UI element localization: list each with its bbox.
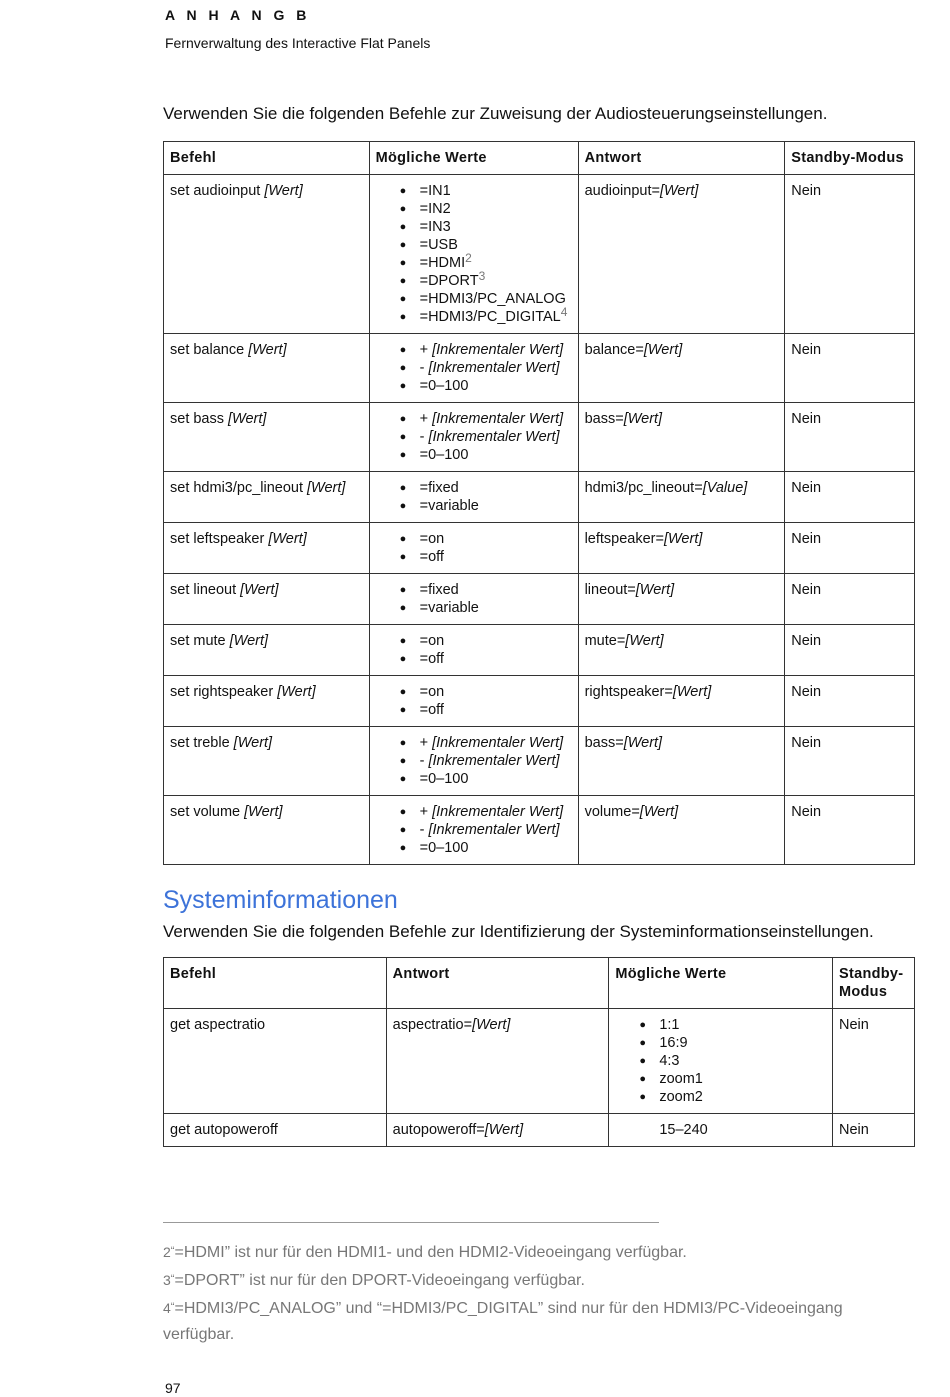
value-text: [Inkrementaler Wert] — [432, 342, 564, 358]
footnote-ref: 4 — [560, 305, 568, 319]
value-text: =on — [419, 531, 445, 547]
values-list — [376, 182, 572, 326]
response-arg: [Wert] — [472, 1017, 511, 1033]
command-text: set audioinput — [170, 183, 265, 199]
response-text: bass= — [584, 411, 624, 427]
values-cell — [609, 1009, 833, 1114]
value-text: =HDMI3/PC_ANALOG — [419, 291, 566, 307]
footnote: 2“=HDMI” ist nur für den HDMI1- und den HDMI2-Videoeingang verfügbar. — [163, 1244, 687, 1261]
value-text: [Inkrementaler Wert] — [428, 360, 560, 376]
list-item: ● + [Inkrementaler Wert] — [400, 410, 572, 428]
list-item — [400, 683, 572, 701]
standby-cell: Nein — [832, 1114, 914, 1147]
list-item — [400, 770, 572, 788]
list-item — [400, 236, 572, 254]
list-item — [400, 269, 572, 290]
command-cell — [164, 523, 370, 574]
column-header: Antwort — [386, 958, 609, 1009]
command-cell — [164, 472, 370, 523]
value-text: =IN3 — [419, 219, 451, 235]
value-text: =DPORT — [419, 273, 479, 289]
command-cell — [164, 175, 370, 334]
list-item — [400, 479, 572, 497]
table-row — [164, 523, 915, 574]
value-text: =variable — [419, 600, 479, 616]
response-cell — [578, 523, 785, 574]
values-cell — [369, 625, 578, 676]
response-text: bass= — [584, 735, 624, 751]
response-arg: [Wert] — [663, 531, 703, 547]
value-text: =USB — [419, 237, 458, 253]
column-header: Mögliche Werte — [369, 142, 578, 175]
command-arg: [Wert] — [307, 480, 346, 496]
response-text: hdmi3/pc_lineout= — [584, 480, 703, 496]
values-list — [376, 530, 572, 566]
value-text: =HDMI3/PC_DIGITAL — [419, 309, 561, 325]
response-cell — [578, 334, 785, 403]
footnote-ref: 2 — [465, 251, 472, 265]
command-text: set bass — [170, 411, 229, 427]
column-header: Standby-Modus — [785, 142, 915, 175]
list-item — [400, 290, 572, 308]
value-text: =on — [419, 684, 445, 700]
command-arg: [Wert] — [264, 183, 303, 199]
response-text: volume= — [584, 804, 640, 820]
column-header: Befehl — [164, 142, 370, 175]
values-cell — [369, 676, 578, 727]
command-cell — [164, 625, 370, 676]
value-text: [Inkrementaler Wert] — [432, 411, 564, 427]
value-text: =IN1 — [419, 183, 451, 199]
values-list — [376, 479, 572, 515]
response-cell — [578, 676, 785, 727]
list-item: ● 4:3 — [639, 1052, 826, 1070]
standby-cell: Nein — [785, 472, 915, 523]
section-heading: Systeminformationen — [163, 886, 398, 914]
response-cell — [578, 175, 785, 334]
value-text: [Inkrementaler Wert] — [428, 429, 560, 445]
value-text: =0–100 — [419, 378, 469, 394]
standby-cell: Nein — [785, 727, 915, 796]
values-list — [376, 734, 572, 788]
table-row — [164, 727, 915, 796]
list-item: ● - [Inkrementaler Wert] — [400, 821, 572, 839]
list-item — [400, 650, 572, 668]
command-arg: [Wert] — [229, 633, 269, 649]
response-text: aspectratio= — [392, 1017, 473, 1033]
command-cell — [164, 574, 370, 625]
standby-cell: Nein — [785, 676, 915, 727]
response-cell — [578, 727, 785, 796]
command-cell — [164, 796, 370, 865]
response-cell — [386, 1009, 609, 1114]
list-item — [400, 701, 572, 719]
standby-cell: Nein — [785, 574, 915, 625]
footnote: 3“=DPORT” ist nur für den DPORT-Videoeingang verfügbar. — [163, 1272, 585, 1289]
standby-cell: Nein — [785, 175, 915, 334]
list-item — [400, 581, 572, 599]
table-row — [164, 403, 915, 472]
column-header: Antwort — [578, 142, 785, 175]
list-item: ● - [Inkrementaler Wert] — [400, 752, 572, 770]
response-arg: [Wert] — [484, 1122, 524, 1138]
value-text: =off — [419, 549, 444, 565]
response-arg: [Value] — [702, 480, 748, 496]
response-arg: [Wert] — [643, 342, 683, 358]
audio-intro: Verwenden Sie die folgenden Befehle zur Zuweisung der Audiosteuerungseinstellungen. — [163, 104, 828, 123]
command-text: set rightspeaker — [170, 684, 278, 700]
response-text: mute= — [584, 633, 626, 649]
values-cell — [369, 334, 578, 403]
value-text: =HDMI — [419, 255, 466, 271]
values-cell — [369, 472, 578, 523]
list-item — [400, 548, 572, 566]
response-cell — [578, 796, 785, 865]
response-text: lineout= — [584, 582, 636, 598]
response-cell — [578, 574, 785, 625]
list-item: ● + [Inkrementaler Wert] — [400, 734, 572, 752]
list-item — [400, 377, 572, 395]
value-text: [Inkrementaler Wert] — [432, 804, 564, 820]
values-cell — [369, 796, 578, 865]
values-list — [376, 683, 572, 719]
value-text: =fixed — [419, 480, 459, 496]
response-arg: [Wert] — [672, 684, 712, 700]
chapter-label: A N H A N G B — [165, 7, 311, 23]
response-text: balance= — [584, 342, 644, 358]
value-text: =0–100 — [419, 771, 469, 787]
command-text: set hdmi3/pc_lineout — [170, 480, 308, 496]
list-item: ● 16:9 — [639, 1034, 826, 1052]
table-header-row — [164, 958, 915, 1009]
response-arg: [Wert] — [625, 633, 664, 649]
table-row — [164, 1009, 915, 1114]
command-text: set balance — [170, 342, 249, 358]
command-arg: [Wert] — [240, 582, 279, 598]
command-arg: [Wert] — [268, 531, 307, 547]
response-arg: [Wert] — [623, 735, 663, 751]
list-item: ● - [Inkrementaler Wert] — [400, 359, 572, 377]
list-item — [400, 200, 572, 218]
value-text: =0–100 — [419, 840, 469, 856]
response-text: rightspeaker= — [584, 684, 673, 700]
footnote-ref: 3 — [478, 269, 486, 283]
response-text: leftspeaker= — [584, 531, 664, 547]
list-item — [400, 839, 572, 857]
standby-cell: Nein — [785, 796, 915, 865]
list-item: ● 1:1 — [639, 1016, 826, 1034]
value-text: [Inkrementaler Wert] — [428, 753, 560, 769]
values-cell — [369, 727, 578, 796]
command-text: set volume — [170, 804, 245, 820]
values-cell — [369, 523, 578, 574]
values-list — [615, 1016, 826, 1106]
value-text: =off — [419, 702, 444, 718]
standby-cell: Nein — [832, 1009, 914, 1114]
command-arg: [Wert] — [248, 342, 287, 358]
command-cell: get autopoweroff — [164, 1114, 387, 1147]
values-list — [376, 803, 572, 857]
table-row — [164, 1114, 915, 1147]
list-item — [400, 305, 572, 326]
response-cell — [578, 403, 785, 472]
values-cell — [369, 574, 578, 625]
command-cell — [164, 727, 370, 796]
command-arg: [Wert] — [244, 804, 283, 820]
value-text: =off — [419, 651, 444, 667]
list-item: ● zoom2 — [639, 1088, 826, 1106]
system-intro: Verwenden Sie die folgenden Befehle zur Identifizierung der Systeminformationseinstellungen. — [163, 922, 874, 941]
command-cell: get aspectratio — [164, 1009, 387, 1114]
response-text: autopoweroff= — [392, 1122, 485, 1138]
list-item — [400, 497, 572, 515]
value-text: =variable — [419, 498, 479, 514]
command-cell — [164, 403, 370, 472]
standby-cell: Nein — [785, 334, 915, 403]
standby-cell: Nein — [785, 523, 915, 574]
command-text: set treble — [170, 735, 234, 751]
values-list — [376, 632, 572, 668]
audio-commands-table — [163, 141, 915, 865]
column-header: Mögliche Werte — [609, 958, 833, 1009]
list-item — [400, 218, 572, 236]
list-item — [400, 599, 572, 617]
response-arg: [Wert] — [635, 582, 675, 598]
values-list — [376, 410, 572, 464]
values-cell — [369, 175, 578, 334]
command-cell — [164, 334, 370, 403]
footnote: 4“=HDMI3/PC_ANALOG” und “=HDMI3/PC_DIGITAL” sind nur für den HDMI3/PC-Videoeingang verfügbar. — [163, 1300, 843, 1343]
list-item — [400, 251, 572, 272]
command-text: set lineout — [170, 582, 241, 598]
command-text: set leftspeaker — [170, 531, 269, 547]
values-list — [376, 341, 572, 395]
response-arg: [Wert] — [639, 804, 679, 820]
value-text: [Inkrementaler Wert] — [432, 735, 564, 751]
table-row — [164, 334, 915, 403]
footnote-divider — [163, 1222, 659, 1223]
values-cell — [609, 1114, 833, 1147]
table-row — [164, 625, 915, 676]
list-item — [400, 182, 572, 200]
value-text: =IN2 — [419, 201, 451, 217]
list-item: ● zoom1 — [639, 1070, 826, 1088]
response-cell — [578, 625, 785, 676]
table-header-row — [164, 142, 915, 175]
value-text: 15–240 — [659, 1122, 708, 1138]
response-cell — [578, 472, 785, 523]
values-cell — [369, 403, 578, 472]
value-text: =fixed — [419, 582, 459, 598]
command-arg: [Wert] — [228, 411, 267, 427]
list-item: ● + [Inkrementaler Wert] — [400, 803, 572, 821]
column-header: Befehl — [164, 958, 387, 1009]
page-number: 97 — [165, 1380, 181, 1396]
list-item — [400, 530, 572, 548]
table-row — [164, 472, 915, 523]
standby-cell: Nein — [785, 625, 915, 676]
response-text: audioinput= — [584, 183, 660, 199]
system-info-table — [163, 957, 915, 1147]
list-item: ● - [Inkrementaler Wert] — [400, 428, 572, 446]
footnotes — [163, 1238, 903, 1348]
table-row — [164, 574, 915, 625]
values-list — [376, 581, 572, 617]
list-item — [400, 632, 572, 650]
column-header: Standby-Modus — [832, 958, 914, 1009]
table-row — [164, 175, 915, 334]
response-arg: [Wert] — [659, 183, 699, 199]
value-text: =0–100 — [419, 447, 469, 463]
list-item: ● + [Inkrementaler Wert] — [400, 341, 572, 359]
table-row — [164, 676, 915, 727]
command-arg: [Wert] — [277, 684, 316, 700]
response-cell — [386, 1114, 609, 1147]
command-arg: [Wert] — [233, 735, 273, 751]
list-item — [400, 446, 572, 464]
table-row — [164, 796, 915, 865]
response-arg: [Wert] — [623, 411, 663, 427]
value-text: [Inkrementaler Wert] — [428, 822, 560, 838]
command-text: set mute — [170, 633, 230, 649]
command-cell — [164, 676, 370, 727]
chapter-subtitle: Fernverwaltung des Interactive Flat Panels — [165, 35, 431, 51]
value-text: =on — [419, 633, 445, 649]
standby-cell: Nein — [785, 403, 915, 472]
